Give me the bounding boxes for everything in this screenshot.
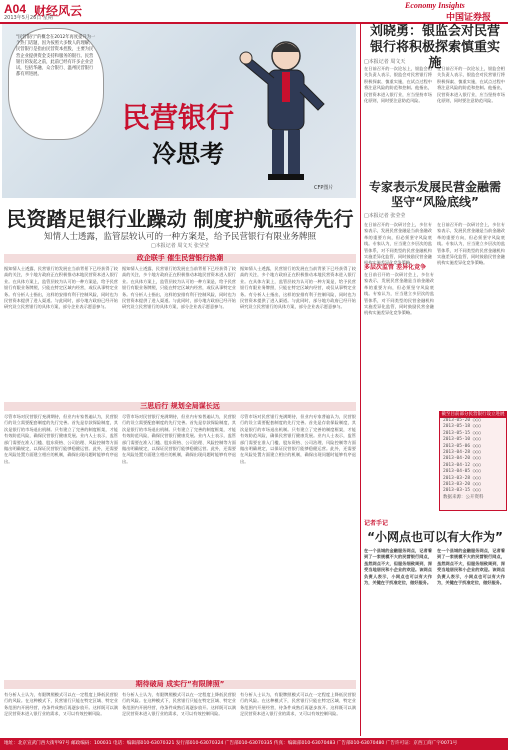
article-column: 据知情人士透露，民营银行的发展在当前背景下已经获得了较高的关注，多个地方政府正在积极推动本地民营资本进入银行业。在具体方案上，监管层较为认可的一种方案是，给予民营银行有限业务牌照，只能在特定区域内经营，或仅从事特定业务。有分析人士指出，这样的安排有利于控制风险，同时也为民营资本提供了进入渠道。与此同时，部分地方政府已经开始研究设立民营银行的具体方案，部分企业表示愿意参与。	[122, 266, 236, 310]
commentary-title: “小网点也可以有大作为”	[367, 530, 503, 544]
right-article-2-text: 在日前召开的一次研讨会上，多位专家表示，发展民营金融是当前金融改革的重要方向，但必须坚守风险底线。专家认为，应当建立多层次的监管体系，对不同类型的民营金融机构实施差异化监管，同时鼓励民营金融机构实施差异化竞争策略。	[364, 222, 432, 266]
right-article-1-text: 在日前召开的一次论坛上，银监会相关负责人表示，银监会对民营银行将积极探索、慎重实施，在试点过程中将注意风险的防范和控制。他指出，民营资本进入银行业，应当坚持市场化原则，同时要注意防范风险。	[437, 66, 505, 104]
right-article-2-text: 在日前召开的一次研讨会上，多位专家表示，发展民营金融是当前金融改革的重要方向，但必须坚守风险底线。专家认为，应当建立多层次的监管体系，对不同类型的民营金融机构实施差异化监管，同时鼓励民营金融机构实施差异化竞争策略。	[364, 272, 434, 316]
page-number: A04	[4, 2, 27, 16]
commentary-text: 在一个县城的金融服务网点，记者看到了一家规模不大的民营银行网点，虽然网点不大，但服务细致周到，深受当地居民和小企业的欢迎。该网点负责人表示，小网点也可以有大作为，关键在于找准定位，做好服务。	[364, 548, 432, 586]
paper-name: 中国证券报	[446, 13, 492, 23]
article-column: 据知情人士透露，民营银行的发展在当前背景下已经获得了较高的关注，多个地方政府正在积极推动本地民营资本进入银行业。在具体方案上，监管层较为认可的一种方案是，给予民营银行有限业务牌照，只能在特定区域内经营，或仅从事特定业务。有分析人士指出，这样的安排有利于控制风险，同时也为民营资本提供了进入渠道。与此同时，部分地方政府已经开始研究设立民营银行的具体方案，部分企业表示愿意参与。	[240, 266, 356, 310]
section-band-1: 政企联手 催生民营银行热潮	[4, 254, 356, 263]
article-column: 有分析人士认为，有限牌照模式可以在一定程度上降低民营银行的风险。在这种模式下，民营银行只能在特定区域、特定业务范围内开展经营，待条件成熟后再逐步放开。这样既可以满足民营资本进入银行业的需求，又可以有效控制风险。	[240, 692, 356, 717]
section-title: 财经风云	[34, 4, 83, 18]
table-row: 2013-04-20 ○○○	[443, 456, 481, 462]
article-column: 尽管市场对民营银行充满期待，但业内专家普遍认为，民营银行的设立需要配套制度的先行完善。首先是存款保险制度，其次是银行的市场退出机制。只有建立了完善的制度框架，才能有效防范风险，确保民营银行健康发展。业内人士表示，监管部门需要在准入门槛、股东资格、公司治理、风险控制等方面做出明确规定，以保证民营银行能够稳健运营。此外，还需要在风险处置方面建立相应的机制，确保出现问题时能够有序退出。	[122, 414, 236, 464]
progress-table	[439, 411, 507, 511]
main-byline: □本报记者 周文天 张莹莹	[151, 243, 209, 249]
table-row: 2013-05-15 ○○○	[443, 430, 481, 436]
right-article-2-text: 在日前召开的一次研讨会上，多位专家表示，发展民营金融是当前金融改革的重要方向，但必须坚守风险底线。专家认为，应当建立多层次的监管体系，对不同类型的民营金融机构实施差异化监管，同时鼓励民营金融机构实施差异化竞争策略。	[437, 222, 505, 266]
table-row: 2013-05-18 ○○○	[443, 424, 481, 430]
table-row: 2013-05-10 ○○○	[443, 437, 481, 443]
table-row: 2013-05-06 ○○○	[443, 443, 481, 449]
main-subheadline: 知情人士透露，监管层较认可的一种方案是，给予民营银行有限业务牌照	[43, 232, 316, 242]
article-column: 有分析人士认为，有限牌照模式可以在一定程度上降低民营银行的风险。在这种模式下，民营银行只能在特定区域、特定业务范围内开展经营，待条件成熟后再逐步放开。这样既可以满足民营资本进入银行业的需求，又可以有效控制风险。	[4, 692, 118, 717]
article-column: 尽管市场对民营银行充满期待，但业内专家普遍认为，民营银行的设立需要配套制度的先行完善。首先是存款保险制度，其次是银行的市场退出机制。只有建立了完善的制度框架，才能有效防范风险，确保民营银行健康发展。业内人士表示，监管部门需要在准入门槛、股东资格、公司治理、风险控制等方面做出明确规定，以保证民营银行能够稳健运营。此外，还需要在风险处置方面建立相应的机制，确保出现问题时能够有序退出。	[240, 414, 356, 464]
issue-date: 2013年5月26日 星期一	[4, 15, 58, 21]
right-article-2-subtitle: 多层次监管 差异化竞争	[364, 264, 427, 271]
image-credit: CFP图片	[314, 185, 334, 191]
column-divider	[360, 24, 361, 736]
article-column: 据知情人士透露，民营银行的发展在当前背景下已经获得了较高的关注，多个地方政府正在积极推动本地民营资本进入银行业。在具体方案上，监管层较为认可的一种方案是，给予民营银行有限业务牌照，只能在特定区域内经营，或仅从事特定业务。有分析人士指出，这样的安排有利于控制风险，同时也为民营资本提供了进入渠道。与此同时，部分地方政府已经开始研究设立民营银行的具体方案，部分企业表示愿意参与。	[4, 266, 118, 310]
hero-illustration	[2, 24, 356, 198]
article-column: 有分析人士认为，有限牌照模式可以在一定程度上降低民营银行的风险。在这种模式下，民营银行只能在特定区域、特定业务范围内开展经营，待条件成熟后再逐步放开。这样既可以满足民营资本进入银行业的需求，又可以有效控制风险。	[122, 692, 236, 717]
right-article-1-title: 刘晓勇：银监会对民营银行将积极探索慎重实施	[369, 24, 500, 71]
article-column: 尽管市场对民营银行充满期待，但业内专家普遍认为，民营银行的设立需要配套制度的先行完善。首先是存款保险制度，其次是银行的市场退出机制。只有建立了完善的制度框架，才能有效防范风险，确保民营银行健康发展。业内人士表示，监管部门需要在准入门槛、股东资格、公司治理、风险控制等方面做出明确规定，以保证民营银行能够稳健运营。此外，还需要在风险处置方面建立相应的机制，确保出现问题时能够有序退出。	[4, 414, 118, 464]
right-article-2-title: 专家表示发展民营金融需坚守“风险底线”	[368, 180, 501, 209]
right-article-2-byline: □本报记者 张莹莹	[364, 213, 406, 219]
right-article-1-text: 在日前召开的一次论坛上，银监会相关负责人表示，银监会对民营银行将积极探索、慎重实施，在试点过程中将注意风险的防范和控制。他指出，民营资本进入银行业，应当坚持市场化原则，同时要注意防范风险。	[364, 66, 432, 104]
commentary-text: 在一个县城的金融服务网点，记者看到了一家规模不大的民营银行网点，虽然网点不大，但服务细致周到，深受当地居民和小企业的欢迎。该网点负责人表示，小网点也可以有大作为，关键在于找准定位，做好服务。	[437, 548, 505, 586]
commentary-label: 记者手记	[364, 520, 389, 527]
table-row: 2013-03-28 ○○○	[443, 475, 481, 481]
table-title: 截至目前部分民营银行设立进展	[441, 412, 505, 417]
right-article-1-byline: □本报记者 周文天	[364, 59, 406, 65]
section-band-2: 三思后行 规划全局谋长远	[4, 402, 356, 411]
section-english-title: Economy Insights	[405, 1, 465, 10]
main-headline: 民资踏足银行业躁动 制度护航亟待先行	[6, 207, 354, 231]
hero-title-red: 民营银行	[122, 101, 235, 134]
table-note: 数据来源：公开资料	[443, 494, 484, 500]
table-row: 2013-05-20 ○○○	[443, 418, 481, 423]
table-row: 2013-03-15 ○○○	[443, 488, 481, 494]
table-row: 2013-03-20 ○○○	[443, 482, 481, 488]
businessman-illustration	[224, 34, 344, 184]
table-row: 2013-04-05 ○○○	[443, 469, 481, 475]
hero-title-black: 冷思考	[152, 140, 224, 168]
table-row: 2013-04-28 ○○○	[443, 450, 481, 456]
page-footer: 地址：北京宣武门西大街甲97号 邮政编码：100031 电话：编辑部010-63070321 发行部010-63070324 广告部010-63070335 传真：编辑部010-63070483 广告部010-63070480 广告许可证：京西工商广字0071号	[0, 738, 508, 750]
speech-bubble-text: "民营银行"的概念在2012年再度提升为一个热门话题，因为按照大多数人的理解，民营银行是指由民营资本控股，主要为民营企业提供资金支持和服务的银行。民营银行的发起之前，此前已经有许多企业尝试，包括华融、众合银行、温州民营银行都有所进展。	[16, 35, 96, 78]
table-row: 2013-04-12 ○○○	[443, 462, 481, 468]
speech-bubble	[8, 28, 104, 140]
section-band-3: 期待破局 成实行“有限牌照”	[4, 680, 356, 689]
